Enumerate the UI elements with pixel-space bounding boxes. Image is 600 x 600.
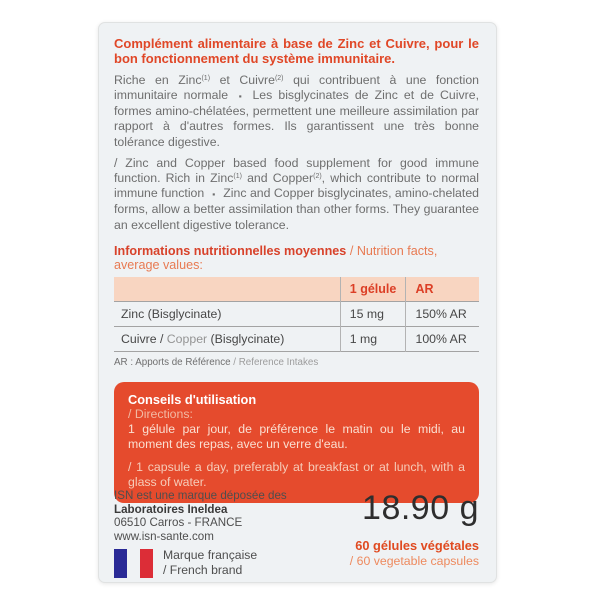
product-back-label bbox=[98, 22, 497, 583]
flag-white-stripe bbox=[127, 549, 140, 578]
directions-body-en: / 1 capsule a day, preferably at breakfast or at lunch, with a glass of water. bbox=[128, 460, 465, 490]
label-footer bbox=[114, 489, 479, 578]
nutrition-heading-en: / Nutrition facts, average values: bbox=[114, 243, 438, 272]
directions-title-en: / Directions: bbox=[128, 406, 193, 421]
footnote-ref-1: (1) bbox=[233, 173, 242, 181]
capsule-count-en: / 60 vegetable capsules bbox=[349, 553, 479, 568]
table-row-zinc bbox=[114, 301, 479, 326]
net-weight: 18.90 g bbox=[362, 488, 479, 527]
directions-body-fr: 1 gélule par jour, de préférence le matin ou le midi, au moment des repas, avec un verre d'eau. bbox=[128, 421, 465, 452]
brand-label bbox=[163, 548, 257, 578]
square-bullet-icon: ▪ bbox=[212, 189, 216, 200]
product-title: Complément alimentaire à base de Zinc et Cuivre, pour le bon fonctionnement du système immunitaire. bbox=[114, 36, 479, 67]
directions-box bbox=[114, 382, 479, 503]
brand-origin bbox=[114, 548, 287, 578]
ingredient-name: Zinc (Bisglycinate) bbox=[114, 301, 340, 326]
description-fr: Riche en Zinc$^{(1)}$ et Cuivre$^{(2)}$ qui contribuent à une fonction immunitaire normale ▪ Les bisglycinates de Zinc et de Cuivre, formes amino-chélatées, permettent une meilleure assimilation par rapport à d'autres formes. Ils garantissent une très bonne tolérance digestive. bbox=[114, 72, 479, 149]
description-fr-text: Riche en Zinc bbox=[114, 72, 202, 87]
french-flag-icon bbox=[114, 549, 154, 578]
ingredient-ar: 100% AR bbox=[406, 326, 479, 351]
directions-title-fr: Conseils d'utilisation bbox=[128, 391, 257, 407]
description-en: / Zinc and Copper based food supplement for good immune function. Rich in Zinc$^{(1)}$ and Copper$^{(2)}$, which contribute to normal immune function ▪ Zinc and Copper bisglycinates, amino-chelated forms, allow a better assimilation than other forms. They guarantee an excellent digestive tolerance. bbox=[114, 155, 480, 232]
brand-label-fr: Marque française bbox=[163, 548, 258, 562]
company-address: 06510 Carros - FRANCE bbox=[114, 516, 243, 530]
company-name: Laboratoires Ineldea bbox=[114, 502, 228, 516]
nutrition-col-ingredient bbox=[114, 277, 340, 302]
nutrition-heading bbox=[114, 244, 479, 272]
ingredient-amount: 1 mg bbox=[340, 326, 406, 351]
company-website: www.isn-sante.com bbox=[114, 530, 214, 544]
description-en-text: / Zinc and Copper based food supplement for good immune function. Rich in Zinc bbox=[114, 155, 479, 186]
company-info bbox=[114, 489, 287, 578]
footnote-ref-2: (2) bbox=[274, 74, 284, 82]
nutrition-col-ar: AR bbox=[406, 277, 479, 302]
flag-red-stripe bbox=[140, 549, 153, 578]
label-content bbox=[99, 23, 496, 582]
capsule-count-fr: 60 gélules végétales bbox=[355, 537, 479, 553]
ingredient-amount: 15 mg bbox=[340, 301, 406, 326]
ingredient-name: Cuivre / Copper (Bisglycinate) bbox=[114, 326, 340, 351]
footnote-ref-2: (2) bbox=[313, 173, 322, 181]
footnote-ref-1: (1) bbox=[201, 74, 211, 82]
nutrition-heading-fr: Informations nutritionnelles moyennes bbox=[114, 243, 347, 258]
flag-blue-stripe bbox=[114, 549, 127, 578]
brand-label-en: / French brand bbox=[163, 563, 243, 577]
table-row-copper bbox=[114, 326, 479, 351]
pack-info bbox=[350, 489, 479, 568]
square-bullet-icon: ▪ bbox=[236, 91, 245, 102]
nutrition-col-per-capsule: 1 gélule bbox=[340, 277, 406, 302]
trademark-line: ISN est une marque déposée des bbox=[114, 488, 287, 502]
nutrition-footnote: AR : Apports de Référence / Reference Intakes bbox=[114, 356, 319, 368]
nutrition-table bbox=[114, 277, 479, 352]
ingredient-ar: 150% AR bbox=[406, 301, 479, 326]
nutrition-table-header-row bbox=[114, 277, 479, 302]
